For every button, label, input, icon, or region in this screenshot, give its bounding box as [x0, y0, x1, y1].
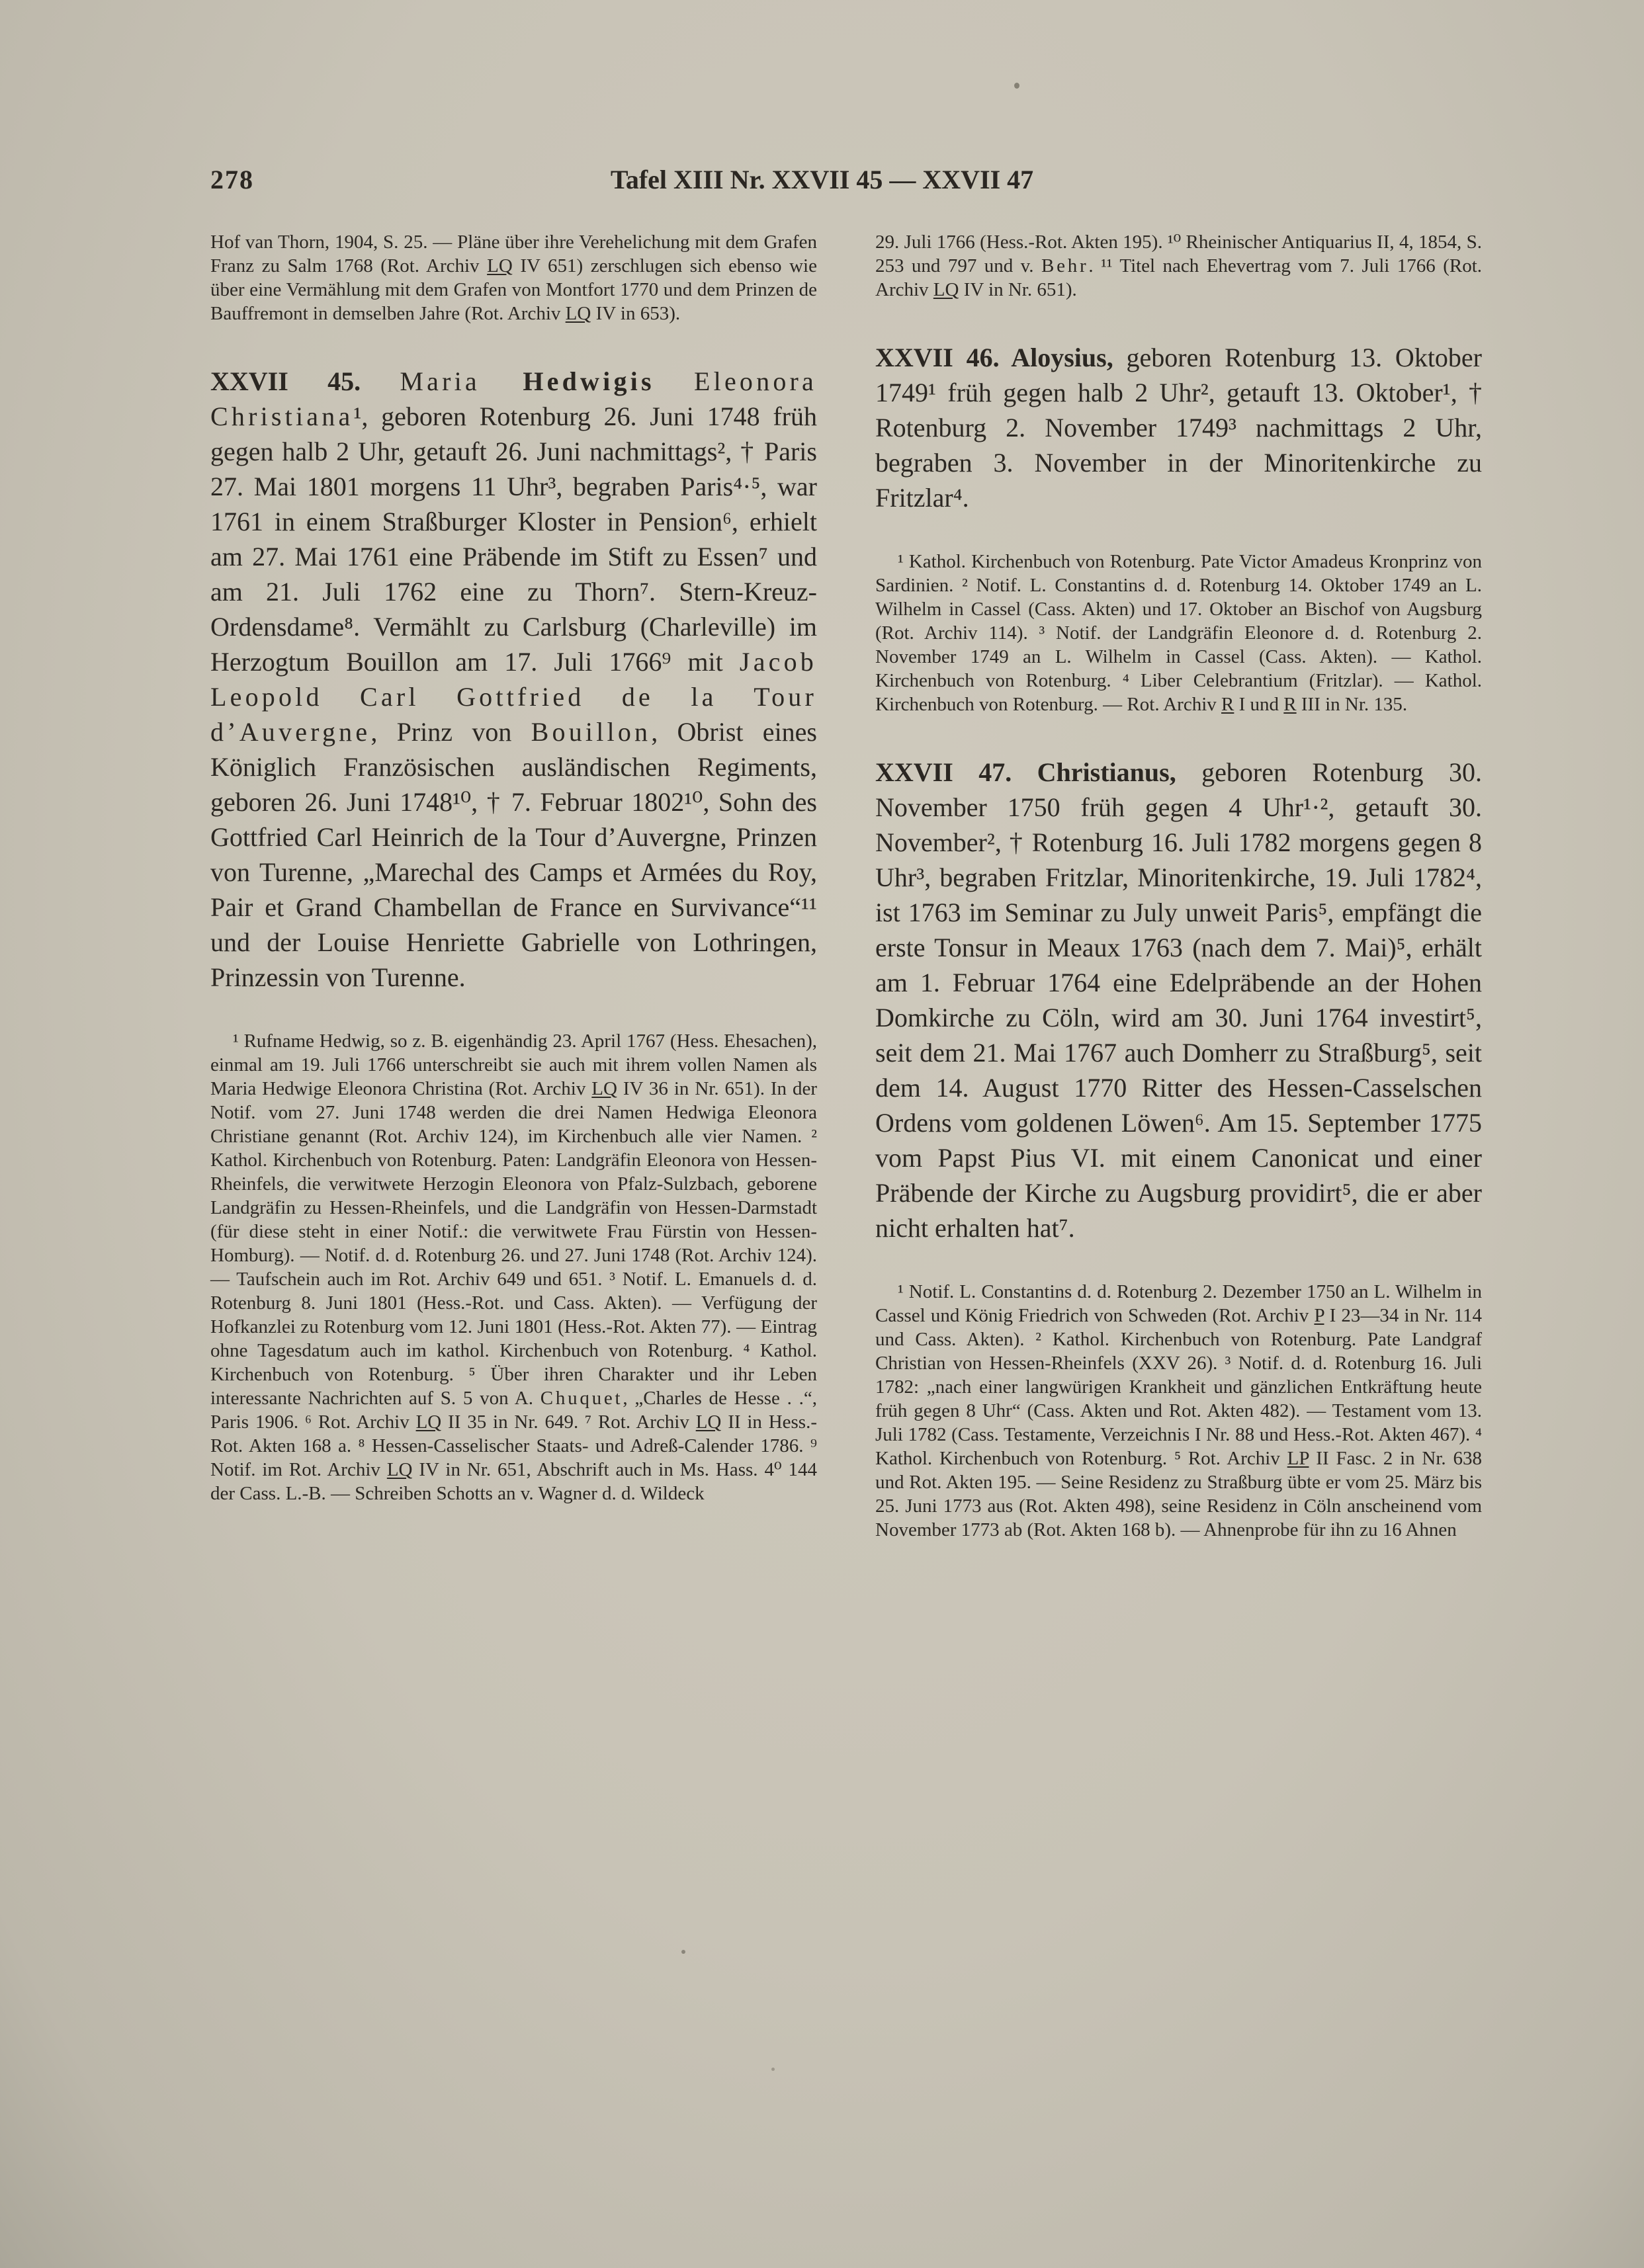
footnotes-xxvii-47: ¹ Notif. L. Constantins d. d. Rotenburg 2. Dezember 1750 an L. Wilhelm in Cassel und König Friedrich von Schweden (Rot. Archiv P I 23—34 in Nr. 114 und Cass. Akten). ² Kathol. Kirchenbuch von Rotenburg. Pate Landgraf Christian von Hessen-Rheinfels (XXV 26). ³ Notif. d. d. Rotenburg 16. Juli 1782: „nach einer langwürigen Krankheit und gänzlichen Entkräftung heute früh gegen 8 Uhr“ (Cass. Akten und Rot. Akten 482). — Testament vom 13. Juli 1782 (Cass. Testamente, Verzeichnis I Nr. 88 und Hess.-Rot. Akten 467). ⁴ Kathol. Kirchenbuch von Rotenburg. ⁵ Rot. Archiv LP II Fasc. 2 in Nr. 638 und Rot. Akten 195. — Seine Residenz zu Straßburg übte er vom 25. März bis 25. Juni 1773 aus (Rot. Akten 498), seine Residenz in Cöln anscheinend vom November 1773 ab (Rot. Akten 168 b). — Ahnenprobe für ihn zu 16 Ahnen: [875, 1281, 1483, 1540]
entry-xxvii-45: XXVII 45. Maria Hedwigis Eleonora Christiana¹, geboren Rotenburg 26. Juni 1748 früh gegen halb 2 Uhr, getauft 26. Juni nachmittags², † Paris 27. Mai 1801 morgens 11 Uhr³, begraben Paris⁴·⁵, war 1761 in einem Straßburger Kloster in Pension⁶, erhielt am 27. Mai 1761 eine Präbende im Stift zu Essen⁷ und am 21. Juli 1762 eine zu Thorn⁷. Stern-Kreuz-Ordensdame⁸. Vermählt zu Carlsburg (Charleville) im Herzogtum Bouillon am 17. Juli 1766⁹ mit Jacob Leopold Carl Gottfried de la Tour d’Auvergne, Prinz von Bouillon, Obrist eines Königlich Französischen ausländischen Regiments, geboren 26. Juni 1748¹⁰, † 7. Februar 1802¹⁰, Sohn des Gottfried Carl Heinrich de la Tour d’Auvergne, Prinzen von Turenne, „Marechal des Camps et Armées du Roy, Pair et Grand Chambellan de France en Survivance“¹¹ und der Louise Henriette Gabrielle von Lothringen, Prinzessin von Turenne.: [210, 366, 817, 992]
text-columns: [210, 230, 1482, 1542]
right-column: [875, 230, 1482, 1542]
footnote-carryover-left: Hof van Thorn, 1904, S. 25. — Pläne über ihre Verehelichung mit dem Grafen Franz zu Salm 1768 (Rot. Archiv LQ IV 651) zerschlugen sich ebenso wie über eine Vermählung mit dem Grafen von Montfort 1770 und dem Prinzen de Bauffremont in demselben Jahre (Rot. Archiv LQ IV in 653).: [210, 231, 817, 324]
footnotes-xxvii-45: ¹ Rufname Hedwig, so z. B. eigenhändig 23. April 1767 (Hess. Ehesachen), einmal am 19. Juli 1766 unterschreibt sie auch mit ihrem vollen Namen als Maria Hedwige Eleonora Christina (Rot. Archiv LQ IV 36 in Nr. 651). In der Notif. vom 27. Juni 1748 werden die drei Namen Hedwiga Eleonora Christiane genannt (Rot. Archiv 124), im Kirchenbuch alle vier Namen. ² Kathol. Kirchenbuch von Rotenburg. Paten: Landgräfin Eleonora von Hessen-Rheinfels, die verwitwete Herzogin Eleonora von Pfalz-Sulzbach, geborene Landgräfin zu Hessen-Rheinfels, und die Landgräfin von Hessen-Darmstadt (für diese steht in einer Notif.: die verwitwete Frau Fürstin von Hessen-Homburg). — Notif. d. d. Rotenburg 26. und 27. Juni 1748 (Rot. Archiv 124). — Taufschein auch im Rot. Archiv 649 und 651. ³ Notif. L. Emanuels d. d. Rotenburg 8. Juni 1801 (Hess.-Rot. und Cass. Akten). — Verfügung der Hofkanzlei zu Rotenburg vom 12. Juni 1801 (Hess.-Rot. Akten 77). — Eintrag ohne Tagesdatum auch im kathol. Kirchenbuch von Rotenburg. ⁴ Kathol. Kirchenbuch von Rotenburg. ⁵ Über ihren Charakter und ihr Leben interessante Nachrichten auf S. 5 von A. Chuquet, „Charles de Hesse . .“, Paris 1906. ⁶ Rot. Archiv LQ II 35 in Nr. 649. ⁷ Rot. Archiv LQ II in Hess.-Rot. Akten 168 a. ⁸ Hessen-Casselischer Staats- und Adreß-Calender 1786. ⁹ Notif. im Rot. Archiv LQ IV in Nr. 651, Abschrift auch in Ms. Hass. 4⁰ 144 der Cass. L.-B. — Schreiben Schotts an v. Wagner d. d. Wildeck: [210, 1030, 818, 1504]
footnote-carryover-right: 29. Juli 1766 (Hess.-Rot. Akten 195). ¹⁰ Rheinischer Antiquarius II, 4, 1854, S. 253 und 797 und v. Behr. ¹¹ Titel nach Ehevertrag vom 7. Juli 1766 (Rot. Archiv LQ IV in Nr. 651).: [875, 231, 1482, 300]
scan-speck: [771, 2068, 775, 2071]
page-header: [0, 164, 1644, 206]
scan-speck: [1014, 83, 1019, 89]
footnotes-xxvii-46: ¹ Kathol. Kirchenbuch von Rotenburg. Pate Victor Amadeus Kronprinz von Sardinien. ² Notif. L. Constantins d. d. Rotenburg 14. Oktober 1749 an L. Wilhelm in Cassel (Cass. Akten) und 17. Oktober an Bischof von Augsburg (Rot. Archiv 114). ³ Notif. der Landgräfin Eleonore d. d. Rotenburg 2. November 1749 an L. Wilhelm in Cassel (Cass. Akten). — Kathol. Kirchenbuch von Rotenburg. ⁴ Liber Celebrantium (Fritzlar). — Kathol. Kirchenbuch von Rotenburg. — Rot. Archiv R I und R III in Nr. 135.: [875, 551, 1482, 715]
left-column: [210, 230, 817, 1505]
entry-xxvii-47: XXVII 47. Christianus, geboren Rotenburg 30. November 1750 früh gegen 4 Uhr¹·², getauft 30. November², † Rotenburg 16. Juli 1782 morgens gegen 8 Uhr³, begraben Fritzlar, Minoritenkirche, 19. Juli 1782⁴, ist 1763 im Seminar zu July unweit Paris⁵, empfängt die erste Tonsur in Meaux 1763 (nach dem 7. Mai)⁵, erhält am 1. Februar 1764 eine Edelpräbende an der Hohen Domkirche zu Cöln, wird am 30. Juni 1764 investirt⁵, seit dem 21. Mai 1767 auch Domherr zu Straßburg⁵, seit dem 14. August 1770 Ritter des Hessen-Casselschen Ordens vom goldenen Löwen⁶. Am 15. September 1775 vom Papst Pius VI. mit einem Canonicat und einer Präbende der Kirche zu Augsburg providirt⁵, die er aber nicht erhalten hat⁷.: [875, 757, 1482, 1243]
scan-speck: [681, 1950, 685, 1954]
page-number: 278: [210, 165, 254, 194]
page-header-title: Tafel XIII Nr. XXVII 45 — XXVII 47: [610, 165, 1034, 194]
entry-xxvii-46: XXVII 46. Aloysius, geboren Rotenburg 13. Oktober 1749¹ früh gegen halb 2 Uhr², getauft 13. Oktober¹, † Rotenburg 2. November 1749³ nachmittags 2 Uhr, begraben 3. November in der Minoritenkirche zu Fritzlar⁴.: [875, 343, 1483, 513]
